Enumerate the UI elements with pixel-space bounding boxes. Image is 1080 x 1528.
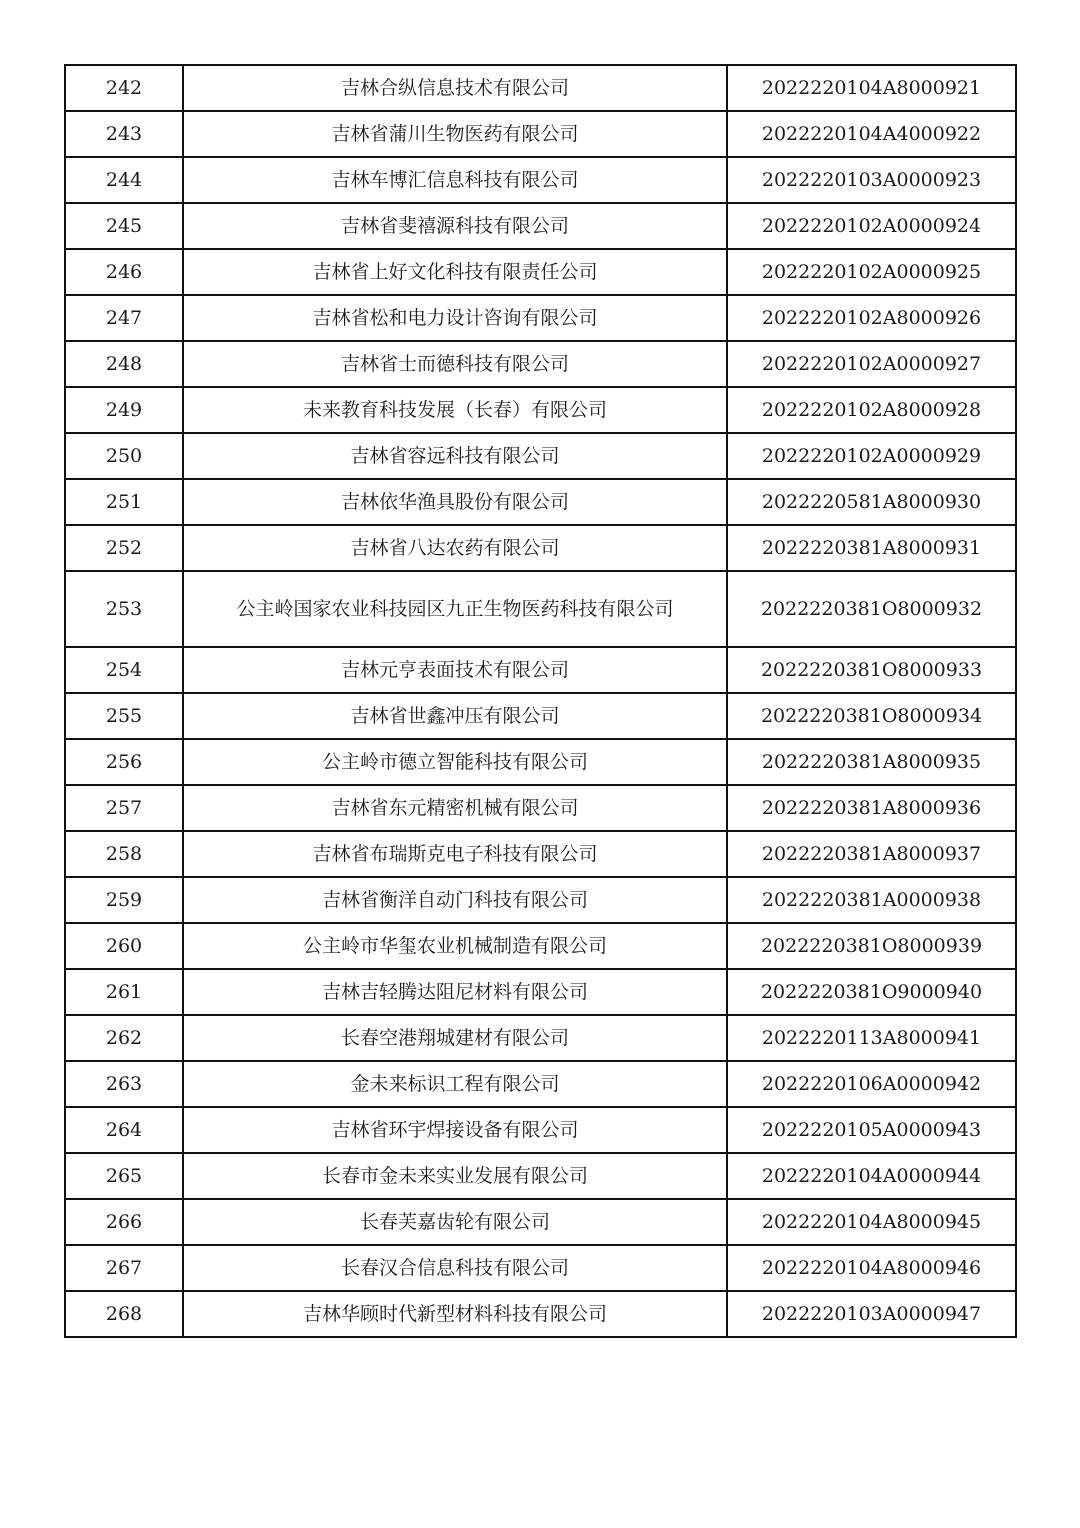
table-row	[65, 1061, 1016, 1107]
row-number: 265	[65, 1153, 183, 1199]
registration-code: 2022220381A8000936	[727, 785, 1016, 831]
row-number: 258	[65, 831, 183, 877]
row-number: 250	[65, 433, 183, 479]
registration-code: 2022220104A8000945	[727, 1199, 1016, 1245]
row-number: 268	[65, 1291, 183, 1337]
registration-code: 2022220102A0000929	[727, 433, 1016, 479]
table-row	[65, 923, 1016, 969]
company-name: 长春空港翔城建材有限公司	[183, 1015, 727, 1061]
table-row	[65, 433, 1016, 479]
company-name: 吉林合纵信息技术有限公司	[183, 65, 727, 111]
company-name: 吉林省蒲川生物医药有限公司	[183, 111, 727, 157]
company-name: 吉林省斐禧源科技有限公司	[183, 203, 727, 249]
company-name: 金未来标识工程有限公司	[183, 1061, 727, 1107]
company-name: 吉林吉轻腾达阻尼材料有限公司	[183, 969, 727, 1015]
row-number: 255	[65, 693, 183, 739]
table-row	[65, 387, 1016, 433]
table-row	[65, 693, 1016, 739]
company-name: 长春芙嘉齿轮有限公司	[183, 1199, 727, 1245]
registration-code: 2022220381O8000932	[727, 571, 1016, 647]
registration-code: 2022220113A8000941	[727, 1015, 1016, 1061]
company-name: 吉林省松和电力设计咨询有限公司	[183, 295, 727, 341]
table-row	[65, 1153, 1016, 1199]
registration-code: 2022220102A8000926	[727, 295, 1016, 341]
registration-code: 2022220104A4000922	[727, 111, 1016, 157]
company-name: 吉林省士而德科技有限公司	[183, 341, 727, 387]
table-row	[65, 1199, 1016, 1245]
registration-code: 2022220104A8000921	[727, 65, 1016, 111]
row-number: 252	[65, 525, 183, 571]
table-row	[65, 341, 1016, 387]
table-row	[65, 157, 1016, 203]
company-name: 吉林省环宇焊接设备有限公司	[183, 1107, 727, 1153]
row-number: 264	[65, 1107, 183, 1153]
table-row	[65, 249, 1016, 295]
row-number: 249	[65, 387, 183, 433]
row-number: 263	[65, 1061, 183, 1107]
company-name: 吉林省衡洋自动门科技有限公司	[183, 877, 727, 923]
company-name: 长春汉合信息科技有限公司	[183, 1245, 727, 1291]
row-number: 244	[65, 157, 183, 203]
company-name: 吉林车博汇信息科技有限公司	[183, 157, 727, 203]
company-name: 吉林省东元精密机械有限公司	[183, 785, 727, 831]
registration-code: 2022220103A0000923	[727, 157, 1016, 203]
company-name: 长春市金未来实业发展有限公司	[183, 1153, 727, 1199]
registration-code: 2022220104A8000946	[727, 1245, 1016, 1291]
row-number: 253	[65, 571, 183, 647]
table-row	[65, 647, 1016, 693]
company-name: 吉林省布瑞斯克电子科技有限公司	[183, 831, 727, 877]
table-row	[65, 1107, 1016, 1153]
company-name: 吉林省容远科技有限公司	[183, 433, 727, 479]
table-row	[65, 739, 1016, 785]
registration-code: 2022220106A0000942	[727, 1061, 1016, 1107]
table-row	[65, 1245, 1016, 1291]
row-number: 243	[65, 111, 183, 157]
registration-code: 2022220104A0000944	[727, 1153, 1016, 1199]
company-name: 吉林元亨表面技术有限公司	[183, 647, 727, 693]
registration-code: 2022220381A8000931	[727, 525, 1016, 571]
table-row	[65, 111, 1016, 157]
table-row	[65, 295, 1016, 341]
company-name: 吉林省八达农药有限公司	[183, 525, 727, 571]
company-name: 吉林华顾时代新型材料科技有限公司	[183, 1291, 727, 1337]
row-number: 242	[65, 65, 183, 111]
row-number: 251	[65, 479, 183, 525]
row-number: 247	[65, 295, 183, 341]
registration-code: 2022220102A0000927	[727, 341, 1016, 387]
table-row	[65, 1015, 1016, 1061]
row-number: 261	[65, 969, 183, 1015]
table-row	[65, 203, 1016, 249]
registration-code: 2022220581A8000930	[727, 479, 1016, 525]
registration-code: 2022220381A8000937	[727, 831, 1016, 877]
registration-code: 2022220381O8000934	[727, 693, 1016, 739]
row-number: 266	[65, 1199, 183, 1245]
company-name: 吉林省世鑫冲压有限公司	[183, 693, 727, 739]
company-name: 吉林依华渔具股份有限公司	[183, 479, 727, 525]
row-number: 256	[65, 739, 183, 785]
registry-table-body	[65, 65, 1016, 1337]
company-name: 公主岭市华玺农业机械制造有限公司	[183, 923, 727, 969]
registration-code: 2022220381O8000939	[727, 923, 1016, 969]
company-name: 公主岭国家农业科技园区九正生物医药科技有限公司	[183, 571, 727, 647]
row-number: 259	[65, 877, 183, 923]
table-row	[65, 831, 1016, 877]
table-row	[65, 1291, 1016, 1337]
company-name: 未来教育科技发展（长春）有限公司	[183, 387, 727, 433]
table-row	[65, 479, 1016, 525]
registration-code: 2022220105A0000943	[727, 1107, 1016, 1153]
registration-code: 2022220102A0000925	[727, 249, 1016, 295]
table-row	[65, 525, 1016, 571]
registration-code: 2022220381O9000940	[727, 969, 1016, 1015]
table-row	[65, 785, 1016, 831]
table-row	[65, 65, 1016, 111]
registration-code: 2022220381O8000933	[727, 647, 1016, 693]
row-number: 267	[65, 1245, 183, 1291]
row-number: 248	[65, 341, 183, 387]
row-number: 254	[65, 647, 183, 693]
registration-code: 2022220102A0000924	[727, 203, 1016, 249]
registration-code: 2022220381A8000935	[727, 739, 1016, 785]
row-number: 260	[65, 923, 183, 969]
company-name: 公主岭市德立智能科技有限公司	[183, 739, 727, 785]
table-row	[65, 571, 1016, 647]
company-registry-table	[64, 64, 1017, 1338]
registration-code: 2022220102A8000928	[727, 387, 1016, 433]
row-number: 246	[65, 249, 183, 295]
registration-code: 2022220381A0000938	[727, 877, 1016, 923]
registration-code: 2022220103A0000947	[727, 1291, 1016, 1337]
company-name: 吉林省上好文化科技有限责任公司	[183, 249, 727, 295]
table-row	[65, 969, 1016, 1015]
row-number: 262	[65, 1015, 183, 1061]
table-row	[65, 877, 1016, 923]
row-number: 257	[65, 785, 183, 831]
row-number: 245	[65, 203, 183, 249]
